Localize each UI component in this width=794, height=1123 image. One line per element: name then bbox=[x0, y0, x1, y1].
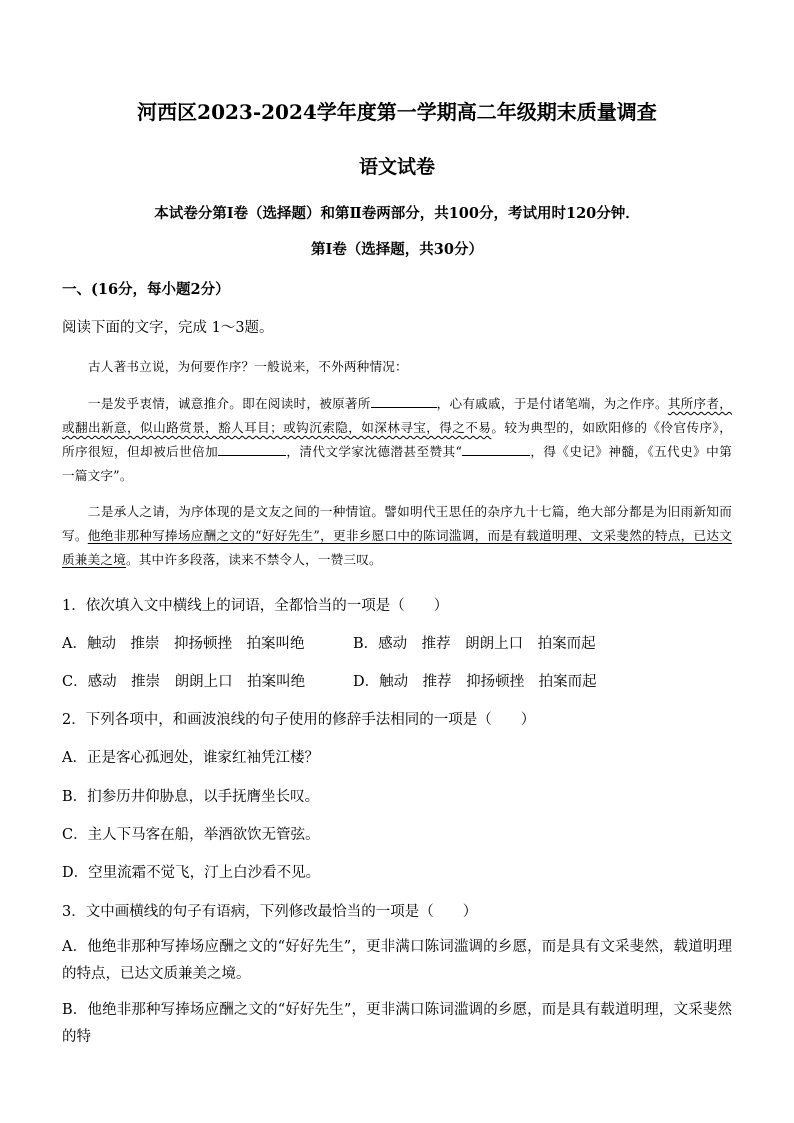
section1-instruction: 阅读下面的文字，完成 1～3题。 bbox=[62, 320, 274, 336]
passage-paragraph-2 bbox=[62, 392, 732, 488]
answer-blank-3 bbox=[462, 443, 530, 456]
underlined-sentence: 他绝非那种写捧场应酬之文的“好好先生”，更非乡愿口中的陈词滥调，而是有载道明理、文采斐然的特点，已达文质兼美之境 bbox=[62, 528, 733, 567]
wavy-underlined-sentence: 其所序者，或翻出新意，似山路赏景，豁人耳目；或钩沉索隐，如深林寻宝，得之不易 bbox=[62, 396, 732, 435]
part1-heading: 第Ⅰ卷（选择题，共30分） bbox=[311, 241, 483, 258]
answer-blank-2 bbox=[218, 443, 286, 456]
exam-intro: 本试卷分第Ⅰ卷（选择题）和第Ⅱ卷两部分，共100分，考试用时120分钟． bbox=[154, 205, 640, 222]
exam-subtitle: 语文试卷 bbox=[358, 156, 435, 178]
passage-paragraph-3 bbox=[62, 500, 732, 572]
question-2-option-a[interactable]: A．正是客心孤迥处，谁家红袖凭江楼？ bbox=[62, 750, 319, 766]
answer-blank-1 bbox=[371, 395, 437, 408]
question-2-option-c[interactable]: C．主人下马客在船，举酒欲饮无管弦。 bbox=[62, 827, 320, 843]
question-3-option-a[interactable]: A．他绝非那种写捧场应酬之文的“好好先生”，更非满口陈词滥调的乡愿，而是具有文采斐然，载道明理的特点，已达文质兼美之境。 bbox=[62, 939, 732, 982]
passage-text: ，得《史记》神髓，《五代史》中第一篇文字”。 bbox=[62, 444, 732, 483]
question-2-option-b[interactable]: B．扪参历井仰胁息，以手抚膺坐长叹。 bbox=[62, 789, 320, 805]
question-1-option-a[interactable]: A．触动 推崇 抑扬顿挫 拍案叫绝 bbox=[62, 636, 305, 652]
passage-text: 。较为典型的，如欧阳修的《伶官传序》，所序很短，但却被后世倍加 bbox=[62, 420, 732, 459]
question-1-option-c[interactable]: C．感动 推崇 朗朗上口 拍案叫绝 bbox=[62, 674, 306, 690]
question-3-option-b[interactable]: B．他绝非那种写捧场应酬之文的“好好先生”，更非满口陈词滥调的乡愿，而是具有载道明理，文采斐然的特 bbox=[62, 1002, 732, 1045]
passage-text: ，清代文学家沈德潜甚至赞其“ bbox=[286, 444, 463, 459]
passage-text: ，心有戚戚，于是付诸笔端，为之作序。 bbox=[436, 396, 668, 411]
passage-text: 二是承人之请，为序体现的是文友之间的一种情谊。譬如明代王思任的杂序九十七篇，绝大部分都是为旧雨新知而写。 bbox=[62, 504, 732, 543]
passage-paragraph-1: 古人著书立说，为何要作序？一般说来，不外两种情况： bbox=[88, 359, 408, 374]
question-1-option-b[interactable]: B．感动 推荐 朗朗上口 拍案而起 bbox=[353, 636, 596, 652]
question-2-stem: 2．下列各项中，和画波浪线的句子使用的修辞手法相同的一项是（ ） bbox=[62, 712, 536, 728]
question-2-option-d[interactable]: D．空里流霜不觉飞，汀上白沙看不见。 bbox=[62, 865, 321, 881]
exam-title: 河西区2023-2024学年度第一学期高二年级期末质量调查 bbox=[137, 100, 657, 124]
question-3-stem: 3．文中画横线的句子有语病，下列修改最恰当的一项是（ ） bbox=[62, 904, 478, 920]
section1-heading: 一、(16分，每小题2分） bbox=[62, 281, 230, 298]
question-1-option-d[interactable]: D．触动 推荐 抑扬顿挫 拍案而起 bbox=[353, 674, 597, 690]
passage-text: 一是发乎衷情，诚意推介。即在阅读时，被原著所 bbox=[88, 396, 371, 411]
passage-text: 。其中许多段落，读来不禁令人，一赞三叹。 bbox=[125, 552, 382, 567]
question-1-stem: 1．依次填入文中横线上的词语，全都恰当的一项是（ ） bbox=[62, 598, 449, 614]
